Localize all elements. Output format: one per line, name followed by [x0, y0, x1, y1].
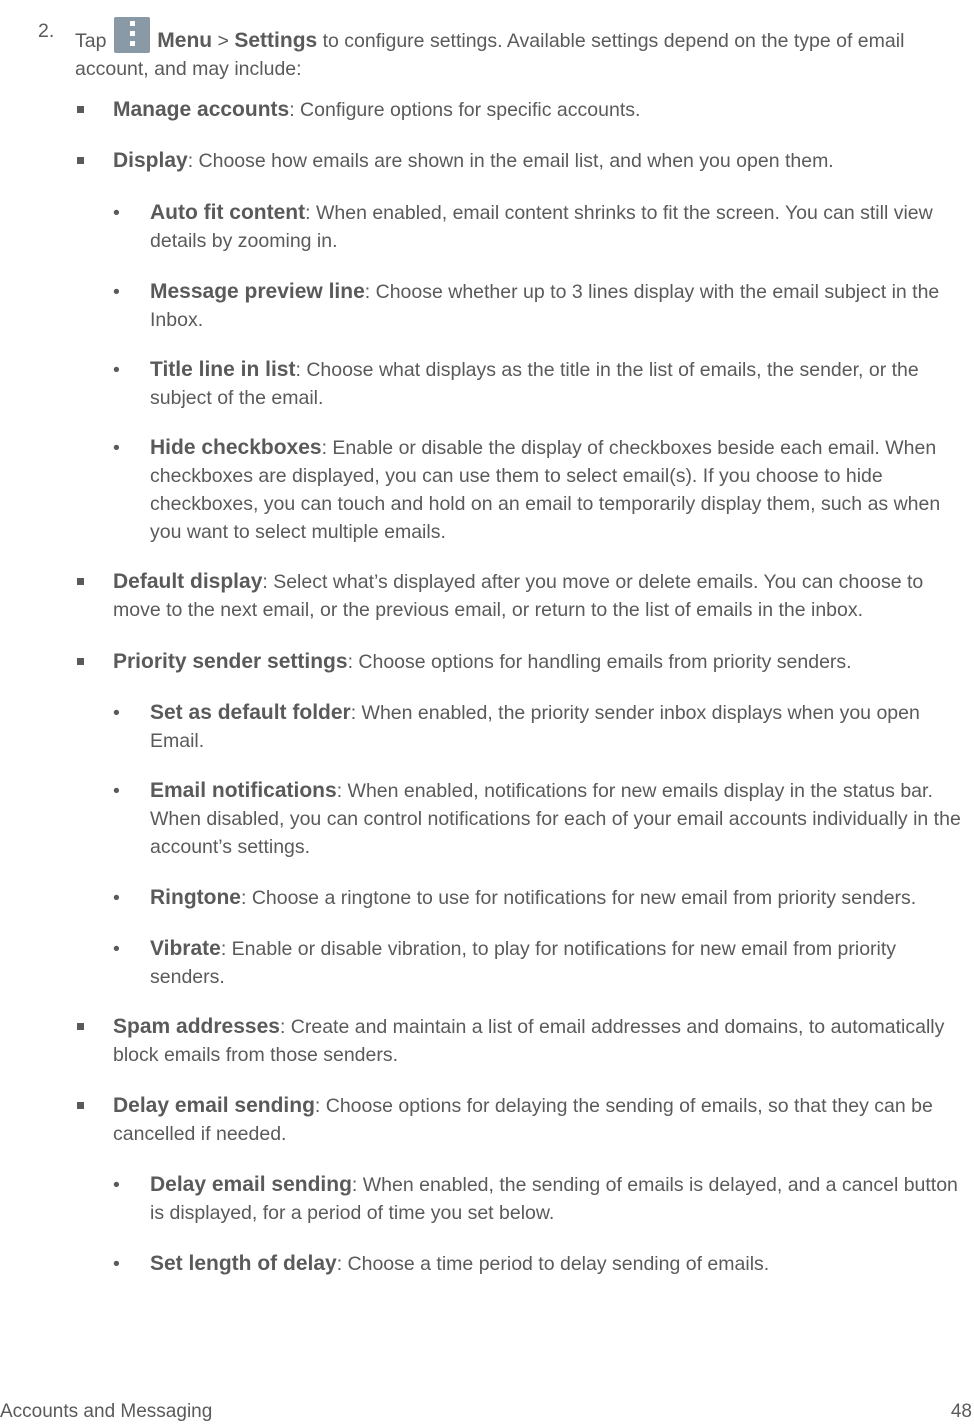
item-text: : When enabled, notifications for new emails display in the status bar. When disabled, you can control notifications for each of your email accounts individually in the account’s settings. — [150, 780, 961, 858]
item-title: Set as default folder — [150, 701, 351, 724]
item-text: : Create and maintain a list of email addresses and domains, to automatically block emails from those senders. — [113, 1016, 945, 1066]
item-text: : Enable or disable vibration, to play for notifications for new email from priority senders. — [150, 938, 897, 988]
item-title: Ringtone — [150, 886, 241, 909]
step-rest: to configure settings. Available settings depend on the type of email account, and may include: — [75, 30, 905, 80]
bullet-icon: • — [113, 780, 120, 802]
list-item-title-line — [150, 356, 970, 412]
list-item-default-display — [113, 568, 968, 624]
list-item-delay-email-sending — [113, 1092, 968, 1148]
item-text: : When enabled, the sending of emails is delayed, and a cancel button is displayed, for a period of time you set below. — [150, 1174, 958, 1224]
item-text: : When enabled, the priority sender inbox displays when you open Email. — [150, 702, 920, 752]
item-title: Default display — [113, 570, 263, 593]
square-bullet-icon — [77, 157, 84, 164]
bullet-icon: • — [113, 702, 120, 724]
square-bullet-icon — [77, 106, 84, 113]
item-text: : Choose a ringtone to use for notifications for new email from priority senders. — [240, 887, 917, 909]
list-item-display — [113, 147, 968, 175]
list-item-vibrate — [150, 935, 970, 991]
item-title: Auto fit content — [150, 201, 306, 224]
item-text: : Choose whether up to 3 lines display with the email subject in the Inbox. — [150, 281, 940, 331]
item-title: Title line in list — [150, 358, 296, 381]
item-title: Delay email sending — [150, 1173, 352, 1196]
item-title: Manage accounts — [113, 98, 290, 121]
list-item-priority-sender — [113, 648, 968, 676]
item-text: : Configure options for specific accounts. — [289, 99, 641, 121]
item-text: : When enabled, email content shrinks to fit the screen. You can still view details by zooming in. — [150, 202, 933, 252]
bullet-icon: • — [113, 359, 120, 381]
bullet-icon: • — [113, 1253, 120, 1275]
square-bullet-icon — [77, 658, 84, 665]
list-item-delay-email-sending-toggle — [150, 1171, 970, 1227]
item-title: Set length of delay — [150, 1252, 337, 1275]
item-text: : Select what’s displayed after you move or delete emails. You can choose to move to the next email, or the previous email, or return to the list of emails in the inbox. — [113, 571, 924, 621]
bullet-icon: • — [113, 887, 120, 909]
step-text — [75, 17, 970, 83]
item-title: Spam addresses — [113, 1015, 280, 1038]
item-text: : Choose how emails are shown in the email list, and when you open them. — [187, 150, 834, 172]
bullet-icon: • — [113, 281, 120, 303]
item-text: : Choose a time period to delay sending of emails. — [336, 1253, 770, 1275]
menu-label: Menu — [157, 29, 213, 52]
footer-section: Accounts and Messaging — [0, 1401, 213, 1422]
list-item-hide-checkboxes — [150, 434, 970, 546]
list-item-spam-addresses — [113, 1013, 968, 1069]
item-title: Delay email sending — [113, 1094, 315, 1117]
settings-label: Settings — [234, 29, 318, 52]
item-title: Vibrate — [150, 937, 221, 960]
list-item-set-default-folder — [150, 699, 970, 755]
list-item-message-preview-line — [150, 278, 970, 334]
item-title: Email notifications — [150, 779, 337, 802]
list-item-email-notifications — [150, 777, 970, 861]
item-title: Priority sender settings — [113, 650, 348, 673]
item-title: Hide checkboxes — [150, 436, 322, 459]
step-separator: > — [217, 30, 229, 52]
bullet-icon: • — [113, 1174, 120, 1196]
bullet-icon: • — [113, 437, 120, 459]
item-text: : Choose options for delaying the sending of emails, so that they can be cancelled if needed. — [113, 1095, 933, 1145]
footer-page-number: 48 — [950, 1401, 972, 1422]
menu-icon — [114, 17, 150, 53]
bullet-icon: • — [113, 202, 120, 224]
bullet-icon: • — [113, 938, 120, 960]
square-bullet-icon — [77, 1102, 84, 1109]
square-bullet-icon — [77, 578, 84, 585]
list-item-ringtone — [150, 884, 970, 912]
step-tap: Tap — [75, 30, 107, 52]
list-item-auto-fit-content — [150, 199, 970, 255]
square-bullet-icon — [77, 1023, 84, 1030]
item-title: Display — [113, 149, 188, 172]
list-item-manage-accounts — [113, 96, 968, 124]
item-text: : Choose what displays as the title in the list of emails, the sender, or the subject of the email. — [150, 359, 919, 409]
step-number: 2. — [38, 20, 55, 42]
item-text: : Choose options for handling emails from priority senders. — [347, 651, 852, 673]
item-title: Message preview line — [150, 280, 365, 303]
list-item-set-length-of-delay — [150, 1250, 970, 1278]
item-text: : Enable or disable the display of checkboxes beside each email. When checkboxes are displayed, you can use them to select email(s). If you choose to hide checkboxes, you can touch and hold on an email to temporarily display them, such as when you want to select multiple emails. — [150, 437, 941, 543]
